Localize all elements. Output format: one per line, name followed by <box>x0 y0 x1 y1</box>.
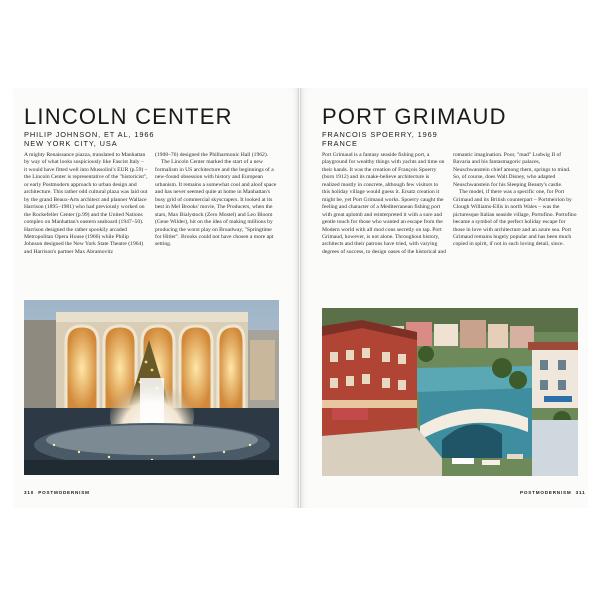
lincoln-center-photo <box>24 300 279 475</box>
port-grimaud-photo <box>322 308 578 476</box>
folio-number: 311 <box>575 490 586 495</box>
location-line: FRANCE <box>322 139 358 148</box>
paragraph: Port Grimaud is a fantasy seaside fishing port, a playground for wealthy things with yachts and time on their hands. It was the creation of François Spoerry (born 1912) and its make-believe architecture is realized mostly in concrete, although few visitors to this holiday village would guess it. Ersatz creation it might be, yet Port Grimaud works. Spoerry caught the feeling and character of a Mediterranean fishing port with great aplomb and reinterpreted it with a sure and gentle touch for those who wanted an escape from the Modern world with all mod cons secretly on tap. Port Grimaud, however, is not alone. Throughout history, architects and their patrons have tried, with varying degrees of success, to design oases of the historical and <box>322 152 446 255</box>
page-title-lincoln-center: LINCOLN CENTER <box>24 104 233 129</box>
text-column-2 <box>155 152 279 249</box>
folio-section: POSTMODERNISM <box>38 490 90 495</box>
paragraph: A mighty Renaissance piazza, translated to Manhattan by way of what looks suspiciously like Fascist Italy – it would have fitted well into Mussolini's EUR (p.59) – the Lincoln Center is representative of the "historicist", or early Postmodern approach to urban design and architecture. This rather odd cultural plaza was laid out by the grand Beaux-Arts architect and planner Wallace Harrison (1895–1981) who had previously worked on the Rockefeller Center (p.99) and the United Nations complex on Manhattan's eastern seaboard (1947–50). Harrison designed the rather spookily arcaded Metropolitan Opera House (1966) while Philip Johnson designed the New York State Theatre (1964) and Harrison's partner Max Abramovitz <box>24 152 148 255</box>
port-grimaud-illustration <box>322 308 578 476</box>
paragraph: The Lincoln Center marked the start of a new formalism in US architecture and the beginnings of a new-found obsession with history and European urbanism. It remains a somewhat cool and aloof space and has never seemed quite at home in Manhattan's busy grid of commercial skyscrapers. It looked at its best in Mel Brooks' movie, The Producers, when the stars, Max Bialystock (Zero Mostel) and Leo Bloom (Gene Wilder), hit on the idea of making millions by producing the worst play on Broadway, "Springtime for Hitler". Brooks could not have chosen a more apt setting. <box>155 159 277 248</box>
text-column-2 <box>453 152 577 249</box>
page-number-left <box>24 490 90 495</box>
paragraph: (1908–76) designed the Philharmonic Hall (1962). <box>155 152 269 158</box>
page-title-port-grimaud: PORT GRIMAUD <box>322 104 507 129</box>
page-number-right <box>520 490 585 495</box>
architect-line: PHILIP JOHNSON, ET AL, 1966 <box>24 130 155 139</box>
text-column-1 <box>322 152 446 256</box>
location-line: NEW YORK CITY, USA <box>24 139 118 148</box>
folio-section: POSTMODERNISM <box>520 490 572 495</box>
folio-number: 310 <box>24 490 35 495</box>
paragraph: The model, if there was a specific one, for Port Grimaud and its British counterpart – Portmeirion by Clough Williams-Ellis in north Wales – was the picturesque Italian seaside village, Portofino. Portofino became a symbol of the perfect holiday escape for those in love with architecture and an azure sea. Port Grimaud remains hugely popular and has been much copied in spirit, if not in such loving detail, since. <box>453 189 577 248</box>
paragraph: romantic imagination. Poor, "mad" Ludwig II of Bavaria and his fantasmagoric palaces, Neuschwanstein chief among them, springs to mind. So, of course, does Walt Disney, who adapted Neuschwanstein for his Sleeping Beauty's castle. <box>453 152 571 188</box>
architect-line: FRANCOIS SPOERRY, 1969 <box>322 130 438 139</box>
text-column-1 <box>24 152 148 256</box>
book-gutter <box>298 88 301 508</box>
lincoln-center-illustration <box>24 300 279 475</box>
